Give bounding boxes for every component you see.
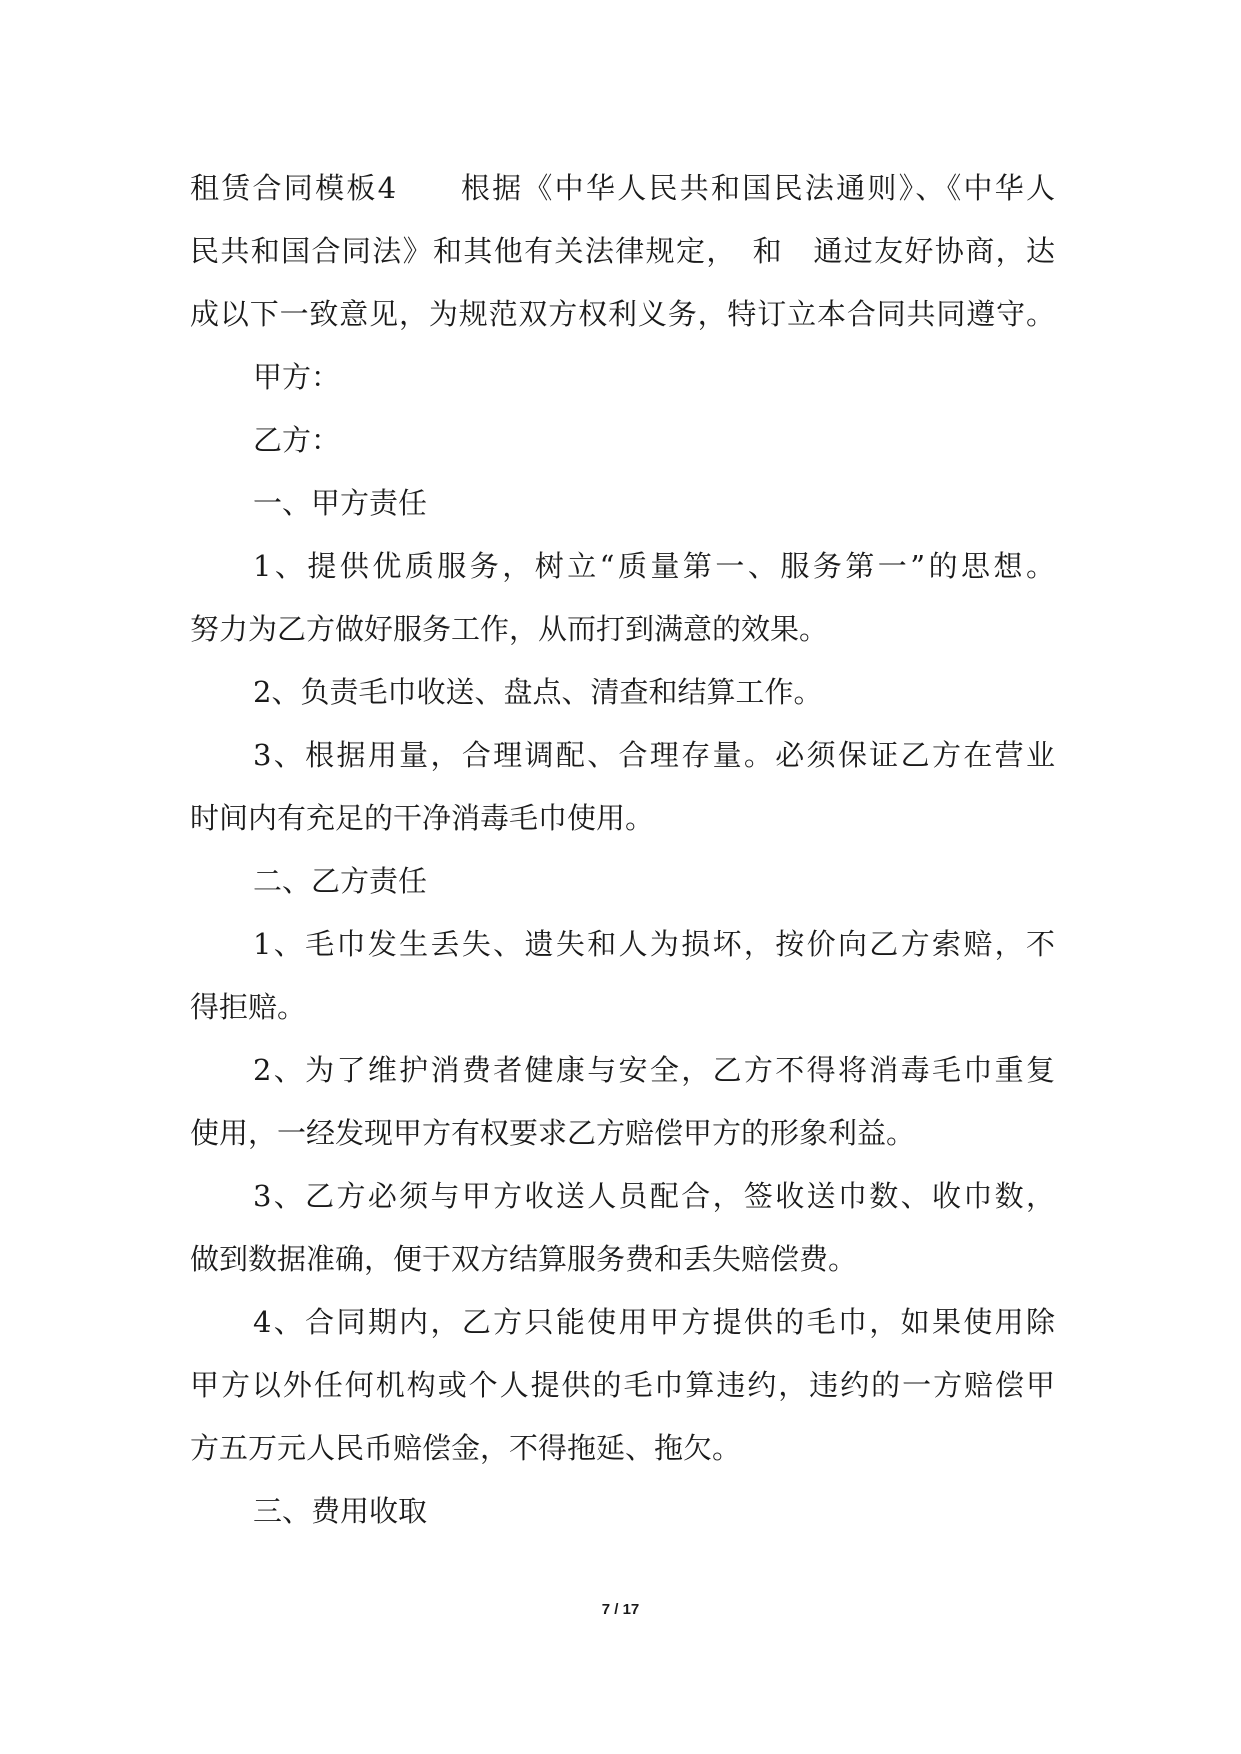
intro-line-3: 成以下一致意见，为规范双方权利义务，特订立本合同共同遵守。: [190, 297, 1055, 331]
intro-line-2: 民共和国合同法》和其他有关法律规定， 和 通过友好协商，达: [190, 234, 1055, 268]
clause-b2-line-1: 2、为了维护消费者健康与安全，乙方不得将消毒毛巾重复: [253, 1053, 1055, 1087]
clause-b3-line-2: 做到数据准确，便于双方结算服务费和丢失赔偿费。: [190, 1242, 858, 1276]
clause-b1-line-2: 得拒赔。: [190, 990, 307, 1024]
party-b-label: 乙方：: [253, 423, 341, 457]
document-body: [190, 157, 1055, 1543]
clause-a1-line-2: 努力为乙方做好服务工作，从而打到满意的效果。: [190, 612, 829, 646]
clause-b4-line-3: 方五万元人民币赔偿金，不得拖延、拖欠。: [190, 1431, 742, 1465]
clause-a1-line-1: 1、提供优质服务，树立“质量第一、服务第一”的思想。: [253, 549, 1055, 583]
intro-line-1: 租赁合同模板4 根据《中华人民共和国民法通则》、《中华人: [190, 171, 1055, 205]
clause-b4-line-2: 甲方以外任何机构或个人提供的毛巾算违约，违约的一方赔偿甲: [190, 1368, 1055, 1402]
page-number: 7 / 17: [601, 1601, 640, 1618]
clause-b3-line-1: 3、乙方必须与甲方收送人员配合，签收送巾数、收巾数，: [253, 1179, 1055, 1213]
clause-b4-line-1: 4、合同期内，乙方只能使用甲方提供的毛巾，如果使用除: [253, 1305, 1055, 1339]
clause-b1-line-1: 1、毛巾发生丢失、遗失和人为损坏，按价向乙方索赔，不: [253, 927, 1055, 961]
section-heading-2: 二、乙方责任: [253, 864, 428, 898]
clause-a2: 2、负责毛巾收送、盘点、清查和结算工作。: [253, 675, 823, 709]
clause-a3-line-1: 3、根据用量，合理调配、合理存量。必须保证乙方在营业: [253, 738, 1055, 772]
section-heading-3: 三、费用收取: [253, 1494, 428, 1528]
party-a-label: 甲方：: [253, 360, 341, 394]
clause-b2-line-2: 使用，一经发现甲方有权要求乙方赔偿甲方的形象利益。: [190, 1116, 916, 1150]
section-heading-1: 一、甲方责任: [253, 486, 428, 520]
clause-a3-line-2: 时间内有充足的干净消毒毛巾使用。: [190, 801, 655, 835]
